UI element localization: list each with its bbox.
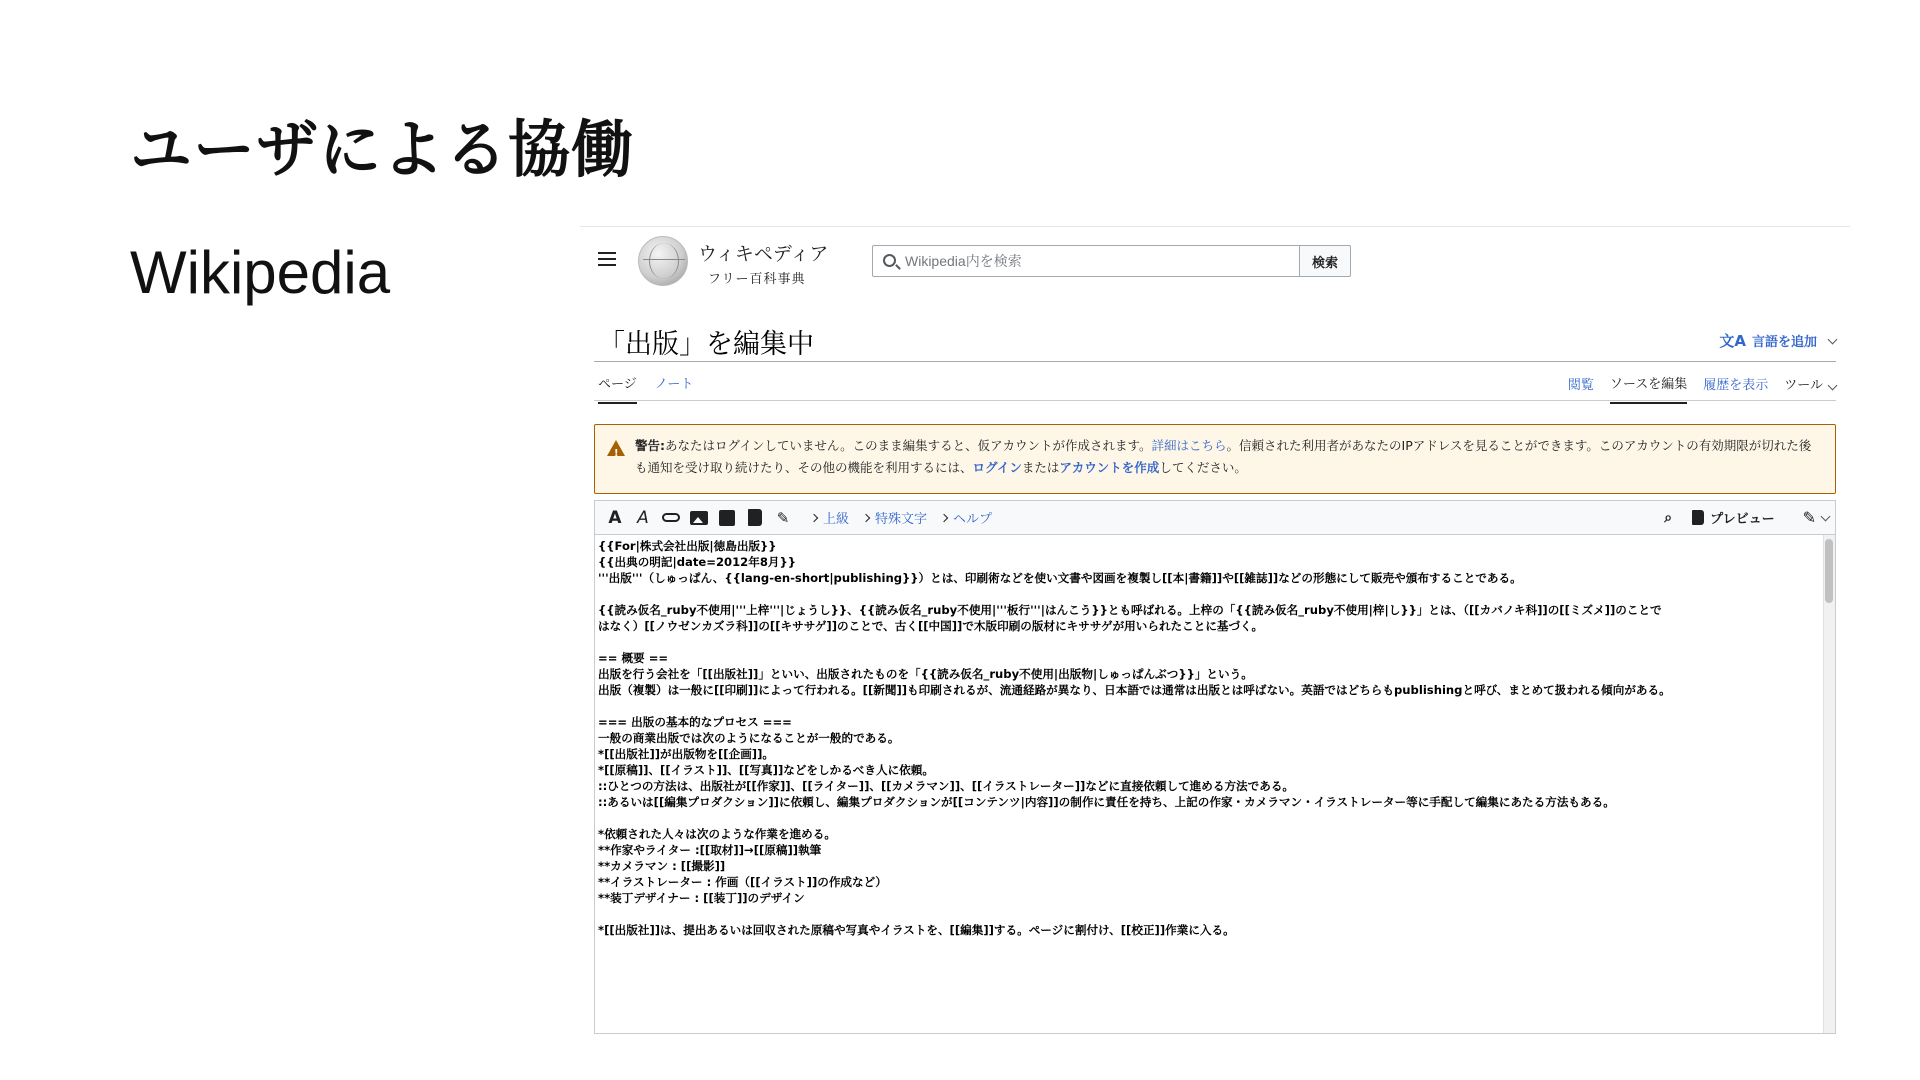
preview-label: プレビュー bbox=[1710, 512, 1775, 527]
editor-line: ::ひとつの方法は、出版社が[[作家]]、[[ライター]]、[[カメラマン]]、[[イラストレーター]]などに直接依頼して進める方法である。 bbox=[598, 779, 1295, 793]
tab-tools[interactable] bbox=[1784, 374, 1836, 403]
preview-icon bbox=[1692, 510, 1704, 525]
add-languages-label: 言語を追加 bbox=[1751, 335, 1817, 350]
search-placeholder: Wikipedia内を検索 bbox=[905, 253, 1022, 269]
menu-icon[interactable] bbox=[598, 252, 616, 266]
editor-line: 一般の商業出版では次のようになることが一般的である。 bbox=[598, 731, 900, 745]
warning-text: してください。 bbox=[1159, 460, 1247, 475]
bold-icon[interactable]: A bbox=[608, 507, 622, 528]
editor-line bbox=[598, 586, 1811, 602]
details-link[interactable]: 詳細はこちら bbox=[1151, 438, 1227, 453]
search-button[interactable]: 検索 bbox=[1299, 245, 1351, 277]
tab-edit-source[interactable]: ソースを編集 bbox=[1610, 373, 1687, 404]
add-languages-button[interactable] bbox=[1719, 330, 1836, 351]
warning-text: または bbox=[1021, 460, 1060, 475]
cite-book-icon[interactable] bbox=[741, 504, 769, 532]
editor-line: **装丁デザイナー : [[装丁]]のデザイン bbox=[598, 891, 805, 905]
editor-mode-switch[interactable] bbox=[1803, 508, 1829, 527]
tools-label: ツール bbox=[1784, 378, 1823, 393]
tab-history[interactable]: 履歴を表示 bbox=[1703, 378, 1769, 393]
warning-text: あなたはログインしていません。このまま編集すると、仮アカウントが作成されます。 bbox=[665, 438, 1152, 453]
editor-line bbox=[598, 634, 1811, 650]
warning-text: 。信頼された利用者があなたのIPアドレスを見ることができます。このアカウントの有効期限が切れた後も通知を受け取り続けたり、その他の機能を利用するには、 bbox=[635, 438, 1812, 475]
editor-line: **カメラマン : [[撮影]] bbox=[598, 859, 726, 873]
wikipedia-logo-icon[interactable] bbox=[638, 236, 688, 286]
image-icon[interactable] bbox=[685, 504, 713, 532]
editor-line: {{出典の明記|date=2012年8月}} bbox=[598, 555, 796, 569]
editor-line: == 概要 == bbox=[598, 651, 669, 665]
editor-line bbox=[598, 698, 1811, 714]
editor-content bbox=[595, 535, 1835, 938]
link-icon[interactable] bbox=[657, 504, 685, 532]
login-warning-banner bbox=[594, 424, 1836, 494]
advanced-label: 上級 bbox=[823, 512, 850, 527]
warning-icon bbox=[607, 440, 625, 456]
scrollbar-thumb[interactable] bbox=[1825, 539, 1833, 603]
editor-line: **作家やライター :[[取材]]→[[原稿]]執筆 bbox=[598, 843, 822, 857]
page-title: 「出版」を編集中 bbox=[598, 329, 814, 360]
search-replace-icon[interactable]: ⌕ bbox=[1664, 509, 1673, 526]
tab-page[interactable]: ページ bbox=[598, 373, 637, 404]
slide-subtitle: Wikipedia bbox=[130, 239, 391, 306]
help-label: ヘルプ bbox=[953, 512, 993, 527]
editor-line: *[[原稿]]、[[イラスト]]、[[写真]]などをしかるべき人に依頼。 bbox=[598, 763, 934, 777]
divider bbox=[594, 361, 1836, 362]
search-input[interactable] bbox=[872, 245, 1300, 277]
logo-name: ウィキペディア bbox=[698, 243, 829, 265]
editor-line: **イラストレーター : 作画（[[イラスト]]の作成など） bbox=[598, 875, 887, 889]
chevron-right-icon bbox=[862, 513, 870, 521]
editor-line: ::あるいは[[編集プロダクション]]に依頼し、編集プロダクションが[[コンテンツ|内容]]の制作に責任を持ち、上記の作家・カメラマン・イラストレーター等に手配して編集にあたる方法もある。 bbox=[598, 795, 1615, 809]
chevron-down-icon bbox=[1828, 381, 1838, 391]
editor-line: はなく）[[ノウゼンカズラ科]]の[[キササゲ]]のことで、古く[[中国]]で木版印刷の版材にキササゲが用いられたことに基づく。 bbox=[598, 619, 1264, 633]
pencil-icon: ✎ bbox=[1802, 508, 1816, 527]
tab-talk[interactable]: ノート bbox=[654, 377, 694, 392]
tab-read[interactable]: 閲覧 bbox=[1567, 378, 1594, 393]
editor-line: 出版（複製）は一般に[[印刷]]によって行われる。[[新聞]]も印刷されるが、流通経路が異なり、日本語では通常は出版とは呼ばない。英語ではどちらもpublishingと呼び、まとめて扱われる傾向がある。 bbox=[598, 683, 1671, 697]
chevron-down-icon bbox=[1828, 334, 1838, 344]
editor-line: '''出版'''（しゅっぱん、{{lang-en-short|publishing}}）とは、印刷術などを使い文書や図画を複製し[[本|書籍]]や[[雑誌]]などの形態にして販売や頒布することである。 bbox=[598, 571, 1522, 585]
logo-tagline: フリー百科事典 bbox=[708, 272, 806, 287]
editor-line: 出版を行う会社を「[[出版社]]」といい、出版されたものを「{{読み仮名_ruby不使用|出版物|しゅっぱんぶつ}}」という。 bbox=[598, 667, 1253, 681]
editor-line: *依頼された人々は次のような作業を進める。 bbox=[598, 827, 836, 841]
source-editor-textarea[interactable] bbox=[594, 534, 1836, 1034]
editor-line: {{読み仮名_ruby不使用|'''上梓'''|じょうし}}、{{読み仮名_ruby不使用|'''板行'''|はんこう}}とも呼ばれる。上梓の「{{読み仮名_ruby不使用|梓|し}}」とは、（[[カバノキ科]]の[[ミズメ]]のことで bbox=[598, 603, 1662, 617]
toolbar-advanced[interactable] bbox=[811, 508, 849, 527]
editor-line: === 出版の基本的なプロセス === bbox=[598, 715, 792, 729]
puzzle-icon[interactable] bbox=[713, 504, 741, 532]
editor-scrollbar[interactable] bbox=[1823, 535, 1835, 1033]
editor-line: *[[出版社]]は、提出あるいは回収された原稿や写真やイラストを、[[編集]]する。ページに割付け、[[校正]]作業に入る。 bbox=[598, 923, 1235, 937]
search-icon bbox=[883, 254, 896, 267]
slide-title: ユーザによる協働 bbox=[130, 113, 635, 186]
create-account-link[interactable]: アカウントを作成 bbox=[1059, 460, 1160, 475]
chevron-right-icon bbox=[810, 513, 818, 521]
editor-line bbox=[598, 906, 1811, 922]
language-icon: 文A bbox=[1719, 332, 1746, 350]
editor-line bbox=[598, 810, 1811, 826]
divider bbox=[594, 400, 1836, 401]
special-chars-label: 特殊文字 bbox=[875, 512, 928, 527]
toolbar-special-chars[interactable] bbox=[863, 508, 927, 527]
wikipedia-wordmark[interactable] bbox=[698, 239, 828, 287]
italic-icon[interactable]: A bbox=[637, 507, 649, 528]
warning-label: 警告: bbox=[635, 438, 665, 453]
wikipedia-screenshot bbox=[580, 226, 1850, 1034]
toolbar-help[interactable] bbox=[941, 508, 992, 527]
chevron-right-icon bbox=[940, 513, 948, 521]
signature-pencil-icon[interactable]: ✎ bbox=[776, 508, 790, 527]
login-link[interactable]: ログイン bbox=[972, 460, 1022, 475]
editor-line: *[[出版社]]が出版物を[[企画]]。 bbox=[598, 747, 774, 761]
preview-button[interactable] bbox=[1692, 508, 1774, 527]
editor-toolbar bbox=[594, 500, 1836, 534]
chevron-down-icon bbox=[1821, 511, 1831, 521]
editor-line: {{For|株式会社出版|徳島出版}} bbox=[598, 539, 777, 553]
